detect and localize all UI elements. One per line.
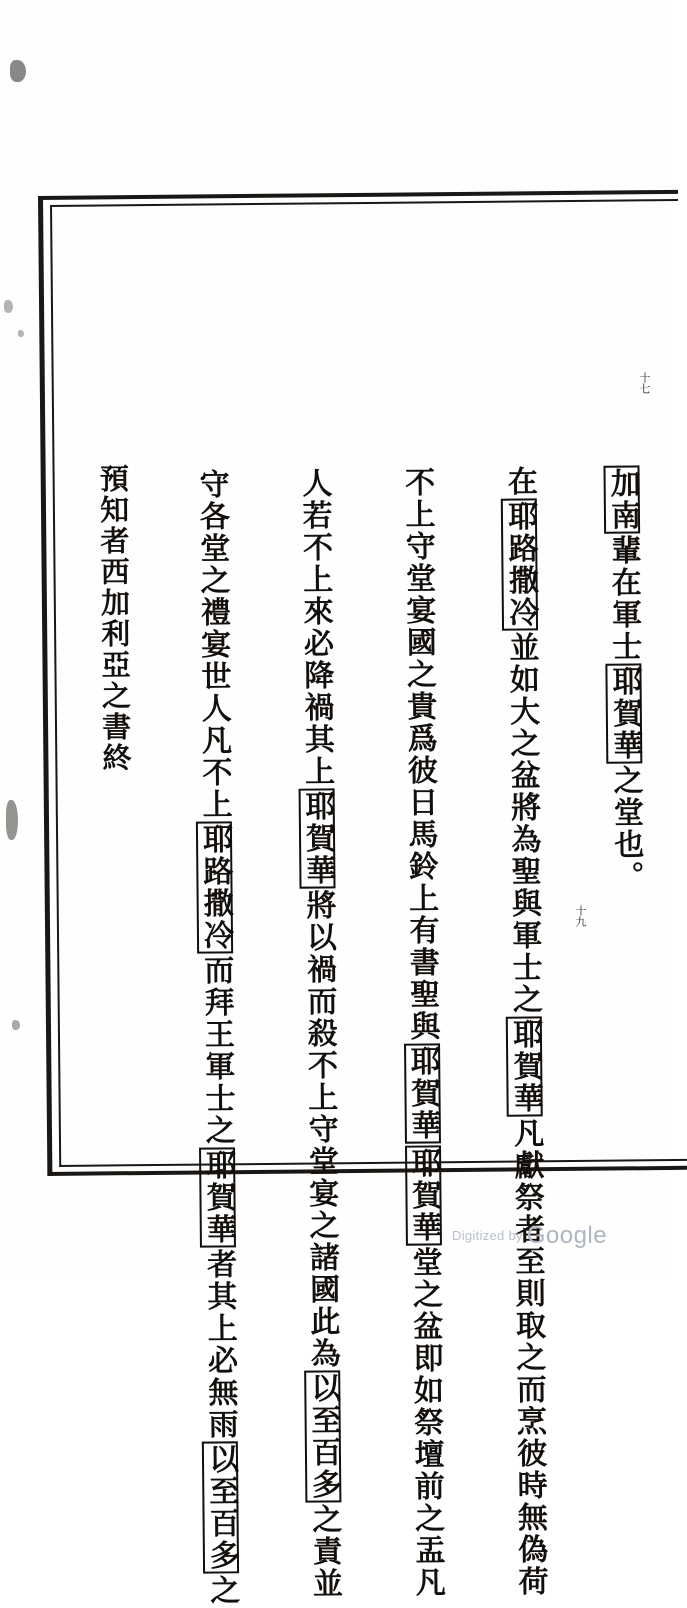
boxed-term: 以至百多 <box>202 1441 239 1573</box>
text-column-6-colophon <box>65 209 160 774</box>
boxed-term: 耶賀華 <box>605 663 642 763</box>
watermark-brand: Google <box>526 1222 608 1249</box>
watermark-prefix: Digitized by <box>452 1228 527 1243</box>
text-column-1 <box>570 204 674 893</box>
boxed-term: 耶賀華 <box>506 1016 543 1116</box>
boxed-term: 耶賀華 <box>405 1145 442 1245</box>
boxed-term: 耶路撒冷 <box>196 821 233 953</box>
colophon-text: 預知者西加利亞之書終 <box>95 463 133 774</box>
boxed-term: 耶賀華 <box>404 1043 441 1143</box>
boxed-term: 耶路撒冷 <box>501 498 538 630</box>
folio-mark-1: 十七 <box>638 372 651 394</box>
scan-speck <box>6 800 18 840</box>
scan-speck <box>18 330 24 337</box>
text-column-5 <box>159 208 270 1607</box>
column-text: 加南輩在軍士耶賀華之堂也。 <box>604 467 644 893</box>
scan-speck <box>4 300 13 313</box>
digitization-watermark <box>452 1222 607 1250</box>
scan-speck <box>10 60 26 82</box>
boxed-term: 以至百多 <box>304 1370 341 1502</box>
text-column-3 <box>365 206 476 1599</box>
scan-speck <box>12 1020 20 1030</box>
column-text: 在耶路撒冷並如大之盆將為聖與軍士之耶賀華凡獻祭者至則取之而烹彼時無偽荷 <box>501 465 548 1598</box>
column-text: 守各堂之禮宴世人凡不上耶路撒冷而拜王軍士之耶賀華者其上必無雨以至百多之 <box>193 468 240 1607</box>
boxed-term: 加南 <box>604 465 641 533</box>
text-column-4 <box>262 207 373 1600</box>
boxed-term: 耶賀華 <box>298 788 335 888</box>
column-text: 不上守堂宴國之貴爲彼日馬鈴上有書聖與耶賀華耶賀華堂之盆即如祭壇前之盂凡 <box>399 466 445 1599</box>
text-column-2 <box>467 205 578 1598</box>
column-text: 人若不上來必降禍其上耶賀華將以禍而殺不上守堂宴之諸國此為以至百多之責並 <box>296 467 343 1600</box>
folio-mark-2: 十九 <box>574 905 587 927</box>
boxed-term: 耶賀華 <box>199 1147 236 1247</box>
